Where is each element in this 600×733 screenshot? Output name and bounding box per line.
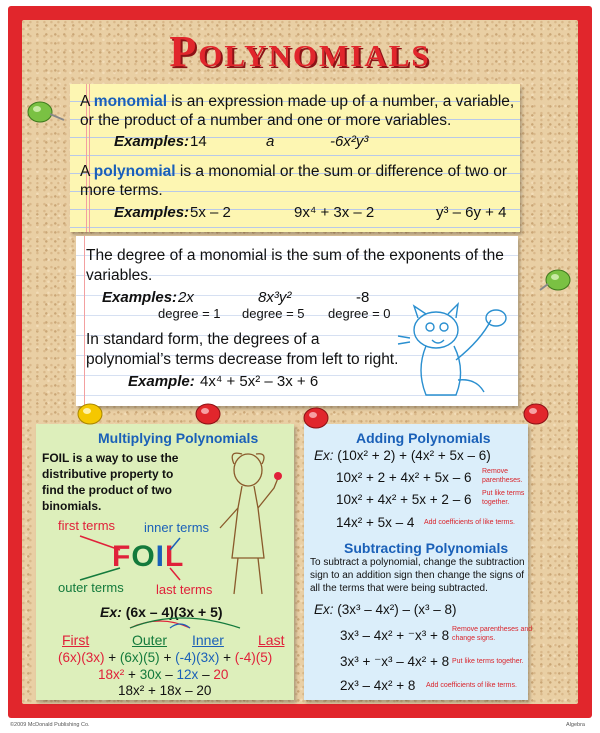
last-terms-label: last terms — [156, 582, 213, 597]
degree-example-1: 2x — [178, 289, 194, 306]
plus-3: + — [223, 650, 231, 665]
monomial-example-3: -6x²y³ — [330, 133, 369, 150]
subtracting-ex-expression: (3x³ – 4x²) – (x³ – 8) — [337, 602, 457, 617]
multiplying-ex-label: Ex: — [100, 604, 122, 620]
cartoon-cat-icon — [396, 300, 516, 400]
foil-desc-line4: binomials. — [42, 499, 102, 513]
monomial-pre: A — [80, 93, 94, 110]
degree-line1: The degree of a monomial is the sum of the exponents of the — [86, 247, 504, 264]
foil-letter-f: F — [112, 540, 132, 573]
subtracting-step-3: 2x³ – 4x² + 8 — [340, 678, 416, 693]
product-last: (-4)(5) — [234, 650, 273, 665]
degree-examples-label: Examples: — [102, 289, 178, 306]
simplified-outer: 30x — [139, 667, 162, 682]
push-pin-red-icon — [516, 400, 556, 430]
adding-ex-label: Ex: — [314, 448, 334, 463]
foil-desc-line1: FOIL is a way to use the — [42, 451, 179, 465]
foil-letter-i: I — [155, 540, 166, 573]
adding-note-3: Add coefficients of like terms. — [424, 519, 515, 526]
polynomial-term: polynomial — [93, 163, 176, 180]
degree-example-1-degree: degree = 1 — [158, 306, 221, 321]
degree-example-3: -8 — [356, 289, 370, 306]
simplified-inner: 12x — [176, 667, 199, 682]
col-first: First — [62, 632, 90, 648]
plus-2: + — [163, 650, 172, 665]
outer-terms-label: outer terms — [58, 580, 124, 595]
adding-example — [314, 448, 491, 463]
monomial-term: monomial — [93, 93, 167, 110]
adding-heading: Adding Polynomials — [356, 430, 491, 446]
push-pin-green-icon — [538, 266, 578, 296]
adding-ex-expression: (10x² + 2) + (4x² + 5x – 6) — [337, 448, 491, 463]
adding-note-1b: parentheses. — [482, 477, 523, 484]
standard-form-line1: In standard form, the degrees of a — [86, 331, 320, 348]
polynomial-example-2: 9x⁴ + 3x – 2 — [294, 204, 375, 221]
adding-step-1: 10x² + 2 + 4x² + 5x – 6 — [336, 470, 472, 485]
degree-example-3-degree: degree = 0 — [328, 306, 391, 321]
op-3: – — [202, 667, 210, 682]
subtracting-desc-2: sign to an addition sign then change the signs of — [310, 570, 525, 581]
foil-result: 18x² + 18x – 20 — [118, 683, 212, 698]
subtracting-step-2: 3x³ + ⁻x³ – 4x² + 8 — [340, 654, 450, 669]
subtracting-ex-label: Ex: — [314, 602, 334, 617]
page-title: Polynomials — [169, 27, 431, 76]
subtracting-note-3: Add coefficients of like terms. — [426, 682, 517, 689]
foil-products-row — [58, 650, 272, 665]
monomial-example-2: a — [266, 133, 275, 150]
degree-example-2-degree: degree = 5 — [242, 306, 305, 321]
op-1: + — [128, 667, 136, 682]
standard-form-example: 4x⁴ + 5x² – 3x + 6 — [200, 373, 319, 390]
subtracting-heading: Subtracting Polynomials — [344, 540, 509, 556]
foil-desc-line3: find the product of two — [42, 483, 172, 497]
col-inner: Inner — [192, 632, 224, 648]
inner-terms-label: inner terms — [144, 520, 210, 535]
monomial-definition-line1 — [80, 92, 514, 111]
col-last: Last — [258, 632, 285, 648]
first-terms-label: first terms — [58, 518, 116, 533]
simplified-last: 20 — [213, 667, 229, 682]
foil-arrows — [40, 528, 230, 588]
degree-example-2: 8x³y² — [258, 289, 292, 306]
product-inner: (-4)(3x) — [175, 650, 220, 665]
push-pin-green-icon — [26, 98, 66, 128]
polynomial-example-1: 5x – 2 — [190, 204, 231, 221]
foil-simplified-row — [98, 667, 228, 682]
standard-form-example-label: Example: — [128, 373, 195, 390]
monomial-def-rest: is an expression made up of a number, a variable, — [167, 93, 515, 110]
foil-letter-o: O — [131, 540, 156, 573]
degree-line2: variables. — [86, 267, 153, 284]
adding-step-3: 14x² + 5x – 4 — [336, 515, 415, 530]
adding-note-2a: Put like terms — [482, 490, 525, 497]
multiplying-heading: Multiplying Polynomials — [98, 430, 259, 446]
footer-subject: Algebra — [566, 722, 585, 728]
monomial-definition-line2: or the product of a number and one or more variables. — [80, 112, 452, 129]
push-pin-red-icon — [296, 404, 336, 434]
adding-note-2b: together. — [482, 499, 510, 506]
subtracting-desc-3: all the terms that were being subtracted. — [310, 583, 488, 594]
subtracting-note-1a: Remove parentheses and — [452, 626, 533, 633]
standard-form-line2: polynomial’s terms decrease from left to right. — [86, 351, 399, 368]
col-outer: Outer — [132, 632, 168, 648]
polynomial-def-rest: is a monomial or the sum or difference of two or — [175, 163, 508, 180]
monomial-example-1: 14 — [190, 133, 207, 150]
foil-desc-line2: distributive property to — [42, 467, 174, 481]
multiplying-ex-expression: (6x – 4)(3x + 5) — [125, 604, 223, 620]
adding-step-2: 10x² + 4x² + 5x + 2 – 6 — [336, 492, 472, 507]
op-2: – — [165, 667, 173, 682]
plus-1: + — [108, 650, 117, 665]
adding-note-1a: Remove — [482, 468, 509, 475]
polynomial-definition-line2: more terms. — [80, 182, 163, 199]
subtracting-desc-1: To subtract a polynomial, change the subtraction — [310, 557, 525, 568]
polynomial-definition-line1 — [80, 162, 507, 181]
foil-letter-l: L — [165, 540, 185, 573]
simplified-first: 18x² — [98, 667, 125, 682]
monomial-examples-label: Examples: — [114, 133, 190, 150]
subtracting-note-1b: change signs. — [452, 635, 496, 642]
polynomial-example-3: y³ – 6y + 4 — [436, 204, 507, 221]
polynomial-examples-label: Examples: — [114, 204, 190, 221]
subtracting-note-2: Put like terms together. — [452, 658, 524, 665]
polynomial-pre: A — [80, 163, 94, 180]
subtracting-example — [314, 602, 457, 617]
push-pin-red-icon — [188, 400, 228, 430]
product-first: (6x)(3x) — [58, 650, 105, 665]
footer-copyright: ©2009 McDonald Publishing Co. — [10, 722, 90, 728]
subtracting-step-1: 3x³ – 4x² + ⁻x³ + 8 — [340, 628, 450, 643]
push-pin-yellow-icon — [70, 400, 110, 430]
product-outer: (6x)(5) — [119, 650, 160, 665]
